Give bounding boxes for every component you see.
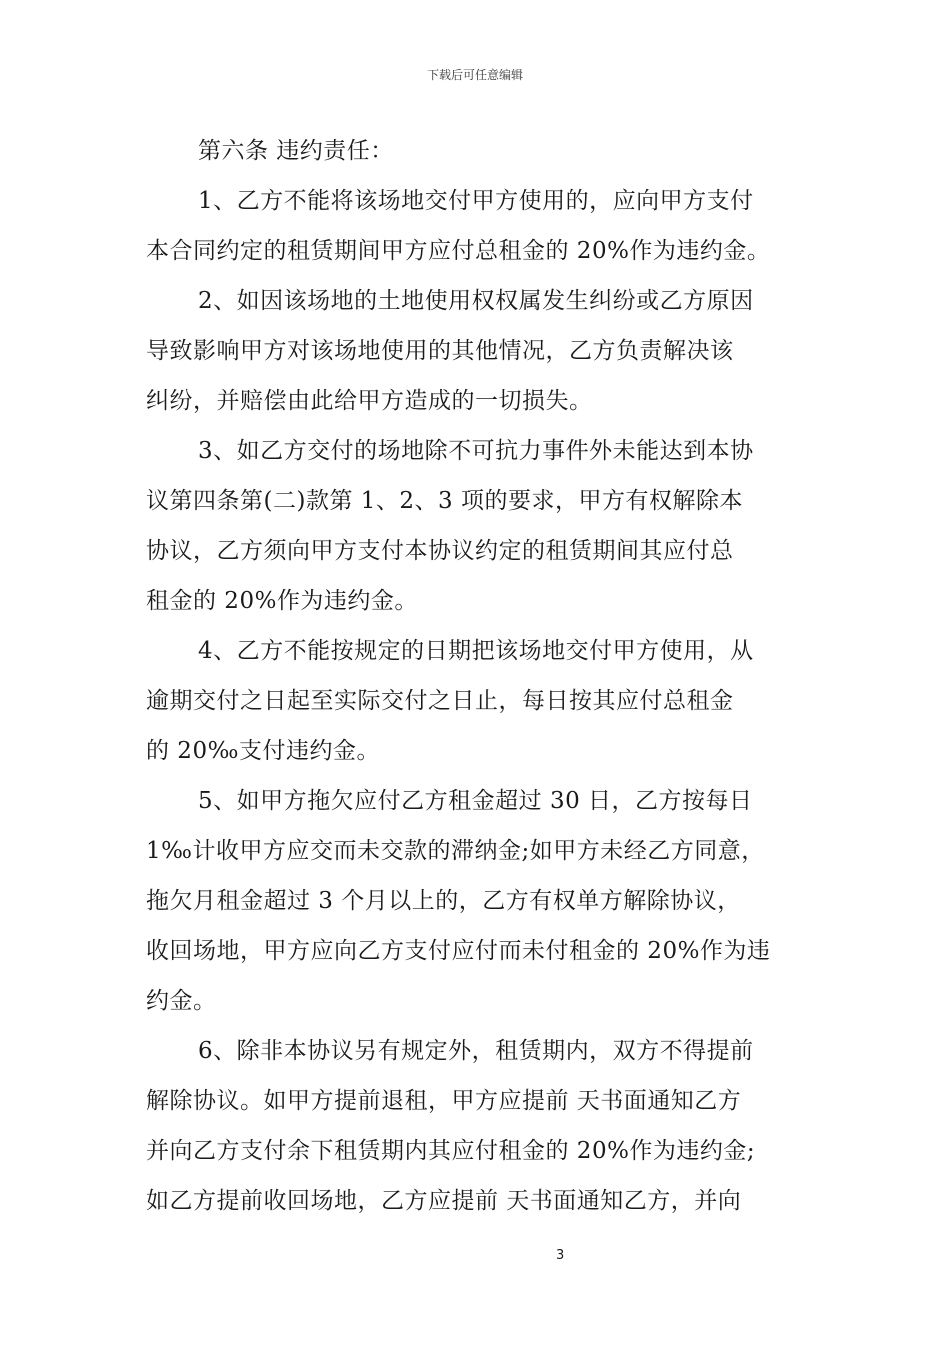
- text-line: 如乙方提前收回场地，乙方应提前 天书面通知乙方，并向: [146, 1188, 742, 1214]
- text-line: 逾期交付之日起至实际交付之日止，每日按其应付总租金: [146, 688, 734, 714]
- text-line: 1‰计收甲方应交而未交款的滞纳金;如甲方未经乙方同意，: [146, 838, 765, 864]
- text-line: 导致影响甲方对该场地使用的其他情况，乙方负责解决该: [146, 338, 734, 364]
- page-number: 3: [556, 1248, 565, 1263]
- text-line: 解除协议。如甲方提前退租，甲方应提前 天书面通知乙方: [146, 1088, 742, 1114]
- text-line: 收回场地，甲方应向乙方支付应付而未付租金的 20%作为违: [146, 938, 771, 964]
- text-line: 的 20‰支付违约金。: [146, 738, 380, 764]
- text-line: 6、除非本协议另有规定外，租赁期内，双方不得提前: [198, 1038, 754, 1064]
- text-line: 3、如乙方交付的场地除不可抗力事件外未能达到本协: [198, 438, 754, 464]
- section-heading: 第六条 违约责任：: [198, 138, 394, 164]
- text-line: 本合同约定的租赁期间甲方应付总租金的 20%作为违约金。: [146, 238, 771, 264]
- text-line: 纠纷，并赔偿由此给甲方造成的一切损失。: [146, 388, 593, 414]
- text-line: 拖欠月租金超过 3 个月以上的，乙方有权单方解除协议，: [146, 888, 741, 914]
- text-line: 约金。: [146, 988, 217, 1014]
- text-line: 5、如甲方拖欠应付乙方租金超过 30 日，乙方按每日: [198, 788, 753, 814]
- text-line: 并向乙方支付余下租赁期内其应付租金的 20%作为违约金;: [146, 1138, 756, 1164]
- page-header: 下载后可任意编辑: [426, 68, 523, 82]
- text-line: 1、乙方不能将该场地交付甲方使用的，应向甲方支付: [198, 188, 754, 214]
- text-line: 议第四条第(二)款第 1、2、3 项的要求，甲方有权解除本: [146, 488, 743, 514]
- text-line: 2、如因该场地的土地使用权权属发生纠纷或乙方原因: [198, 288, 754, 314]
- text-line: 4、乙方不能按规定的日期把该场地交付甲方使用，从: [198, 638, 754, 664]
- text-line: 协议，乙方须向甲方支付本协议约定的租赁期间其应付总: [146, 538, 734, 564]
- document-body: [146, 126, 816, 1226]
- text-line: 租金的 20%作为违约金。: [146, 588, 418, 614]
